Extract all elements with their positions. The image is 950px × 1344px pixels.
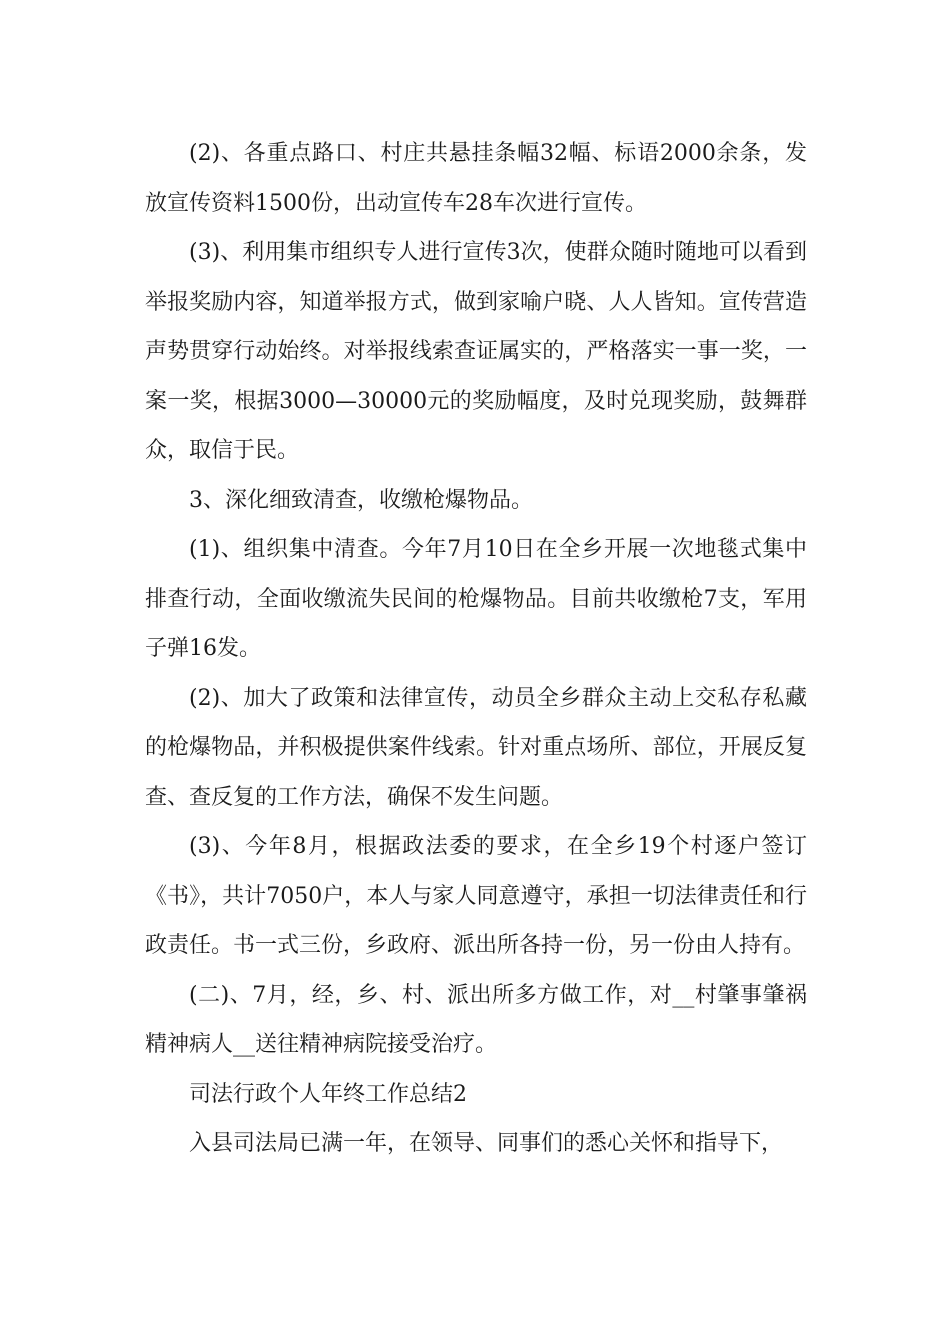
paragraph-centralized-check: (1)、组织集中清查。今年7月10日在全乡开展一次地毯式集中排查行动，全面收缴流失民间的枪爆物品。目前共收缴枪7支，军用子弹16发。 <box>145 537 807 661</box>
paragraph-policy-publicity: (2)、加大了政策和法律宣传，动员全乡群众主动上交私存私藏的枪爆物品，并积极提供案件线索。针对重点场所、部位，开展反复查、查反复的工作方法，确保不发生问题。 <box>145 685 807 810</box>
paragraph-banners-slogans: (2)、各重点路口、村庄共悬挂条幅32幅、标语2000余条，发放宣传资料1500份，出动宣传车28车次进行宣传。 <box>145 141 807 216</box>
document-body <box>145 129 807 1169</box>
section-heading-clearance: 3、深化细致清查，收缴枪爆物品。 <box>189 487 533 513</box>
document-title-summary-2: 司法行政个人年终工作总结2 <box>189 1081 467 1107</box>
paragraph-mental-patient: (二)、7月，经，乡、村、派出所多方做工作，对__村肇事肇祸精神病人__送往精神病院接受治疗。 <box>145 982 807 1057</box>
paragraph-intro: 入县司法局已满一年，在领导、同事们的悉心关怀和指导下， <box>189 1131 784 1156</box>
paragraph-household-signing: (3)、今年8月，根据政法委的要求，在全乡19个村逐户签订《书》，共计7050户，本人与家人同意遵守，承担一切法律责任和行政责任。书一式三份，乡政府、派出所各持一份，另一份由人持有。 <box>145 834 807 958</box>
paragraph-market-publicity: (3)、利用集市组织专人进行宣传3次，使群众随时随地可以看到举报奖励内容，知道举报方式，做到家喻户晓、人人皆知。宣传营造声势贯穿行动始终。对举报线索查证属实的，严格落实一事一奖，一案一奖，根据3000—30000元的奖励幅度，及时兑现奖励，鼓舞群众，取信于民。 <box>145 240 807 463</box>
